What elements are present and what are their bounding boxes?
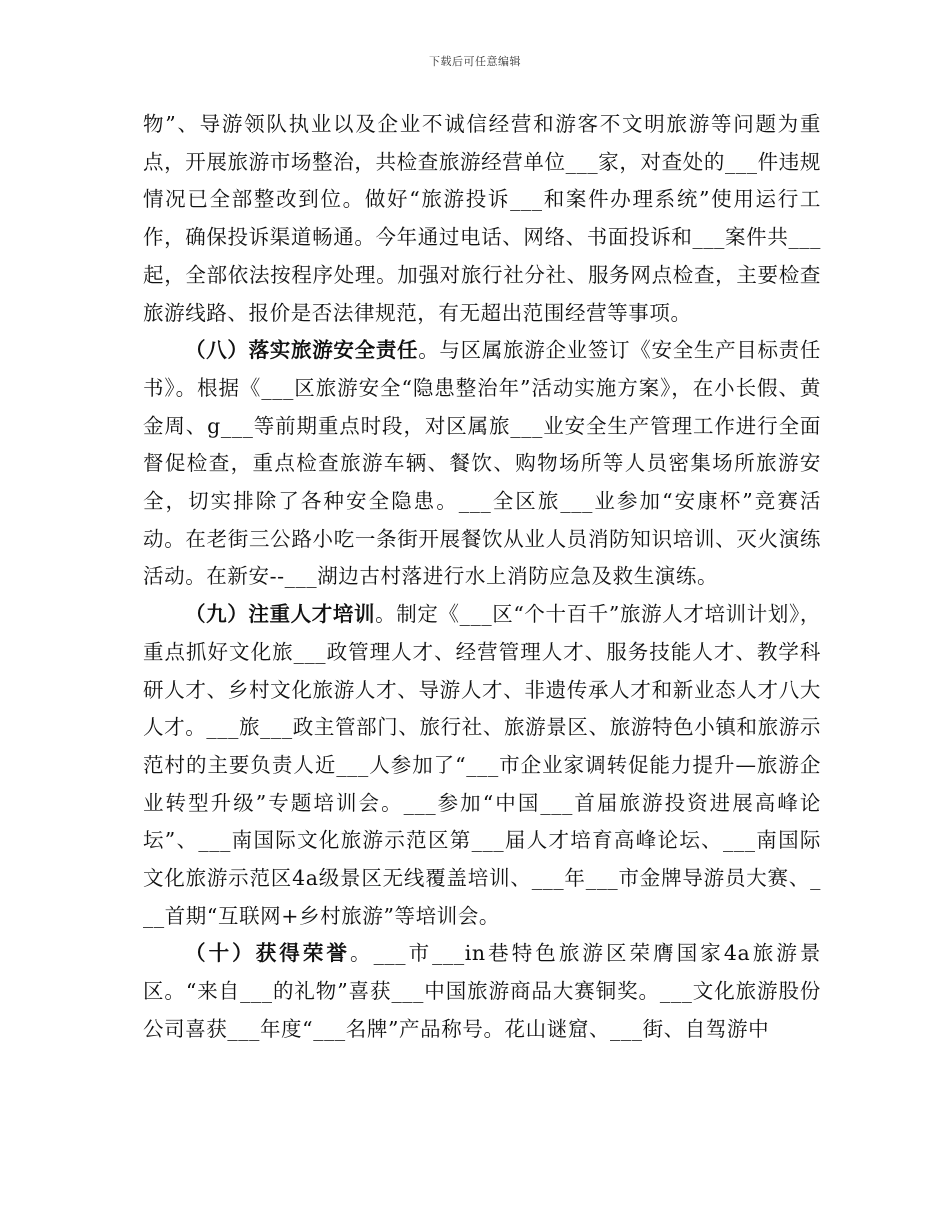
document-body bbox=[143, 106, 821, 1049]
paragraph-text: 。___市___in巷特色旅游区荣膺国家4a旅游景区。“来自___的礼物”喜获___中国旅游商品大赛铜奖。___文化旅游股份公司喜获___年度“___名牌”产品称号。花山谜窟、___街、自驾游中 bbox=[143, 941, 822, 1041]
paragraph-text: 。与区属旅游企业签订《安全生产目标责任书》。根据《___区旅游安全“隐患整治年”活动实施方案》，在小长假、黄金周、g___等前期重点时段，对区属旅___业安全生产管理工作进行全面督促检查，重点检查旅游车辆、餐饮、购物场所等人员密集场所旅游安全，切实排除了各种安全隐患。___全区旅___业参加“安康杯”竞赛活动。在老街三公路小吃一条街开展餐饮从业人员消防知识培训、灭火演练活动。在新安--___湖边古村落进行水上消防应急及救生演练。 bbox=[143, 338, 821, 589]
paragraph-market-rectification bbox=[143, 106, 821, 332]
page-header: 下载后可任意编辑 bbox=[429, 55, 521, 68]
section-heading: （十）获得荣誉 bbox=[185, 941, 350, 966]
paragraph-talent-training bbox=[143, 596, 821, 935]
section-heading: （九）注重人才培训 bbox=[185, 602, 376, 627]
paragraph-text: 。制定《___区“个十百千”旅游人才培训计划》，重点抓好文化旅___政管理人才、经营管理人才、服务技能人才、教学科研人才、乡村文化旅游人才、导游人才、非遗传承人才和新业态人才八大人才。___旅___政主管部门、旅行社、旅游景区、旅游特色小镇和旅游示范村的主要负责人近___人参加了“___市企业家调转促能力提升—旅游企业转型升级”专题培训会。___参加“中国___首届旅游投资进展高峰论坛”、___南国际文化旅游示范区第___届人才培育高峰论坛、___南国际文化旅游示范区4a级景区无线覆盖培训、___年___市金牌导游员大赛、___首期“互联网+乡村旅游”等培训会。 bbox=[143, 602, 821, 928]
paragraph-text: 物”、导游领队执业以及企业不诚信经营和游客不文明旅游等问题为重点，开展旅游市场整治，共检查旅游经营单位___家，对查处的___件违规情况已全部整改到位。做好“旅游投诉___和案件办理系统”使用运行工作，确保投诉渠道畅通。今年通过电话、网络、书面投诉和___案件共___起，全部依法按程序处理。加强对旅行社分社、服务网点检查，主要检查旅游线路、报价是否法律规范，有无超出范围经营等事项。 bbox=[143, 112, 821, 325]
paragraph-safety-responsibility bbox=[143, 332, 821, 596]
section-heading: （八）落实旅游安全责任 bbox=[185, 338, 419, 363]
paragraph-honors bbox=[143, 935, 821, 1048]
